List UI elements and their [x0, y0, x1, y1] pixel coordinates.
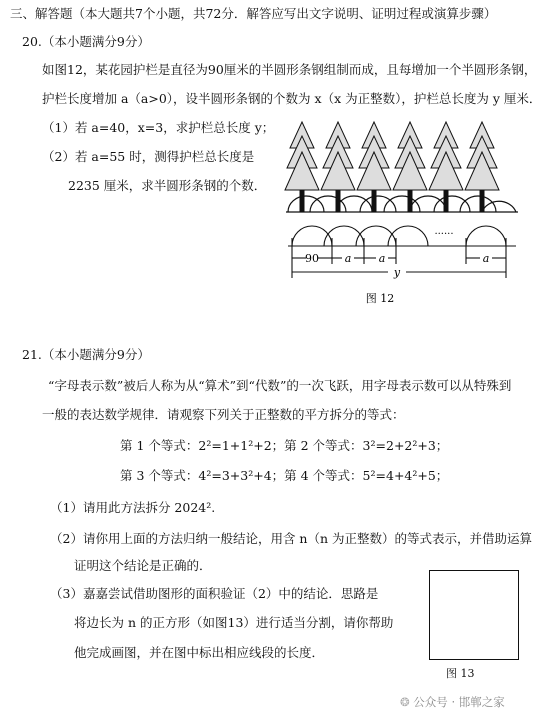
label-y: y	[393, 266, 401, 279]
figure-12	[284, 118, 520, 305]
q21-sub-3a: （3）嘉嘉尝试借助图形的面积验证（2）中的结论．思路是	[50, 586, 379, 601]
continuation-dots: ......	[434, 226, 454, 237]
figure-13-square	[429, 570, 519, 660]
figure-13-caption: 图 13	[446, 667, 475, 680]
wechat-icon: ❂	[400, 695, 414, 709]
q20-heading: 20.（本小题满分9分）	[22, 34, 150, 49]
q21-sub-2b: 证明这个结论是正确的．	[74, 558, 212, 573]
section-heading: 三、解答题（本大题共7个小题，共72分．解答应写出文字说明、证明过程或演算步骤）	[10, 6, 497, 21]
label-90: 90	[305, 252, 319, 265]
q20-para-1: 如图12，某花园护栏是直径为90厘米的半圆形条钢组制而成，且每增加一个半圆形条钢，	[42, 62, 537, 77]
q21-sub-3c: 他完成画图，并在图中标出相应线段的长度．	[74, 645, 325, 660]
label-a-3: a	[482, 252, 490, 265]
q21-equations-1: 第 1 个等式：2²=1+1²+2；第 2 个等式：3²=2+2²+3；	[120, 438, 449, 453]
q21-sub-1: （1）请用此方法拆分 2024².	[50, 500, 216, 515]
q21-para-2: 一般的表达数学规律．请观察下列关于正整数的平方拆分的等式：	[42, 407, 405, 422]
label-a-2: a	[378, 252, 386, 265]
figure-12-caption: 图 12	[365, 292, 395, 305]
q21-heading: 21.（本小题满分9分）	[22, 347, 150, 362]
q20-sub-2a: （2）若 a=55 时，测得护栏总长度是	[42, 149, 255, 164]
q20-sub-1: （1）若 a=40，x=3，求护栏总长度 y；	[42, 120, 275, 135]
q21-sub-3b: 将边长为 n 的正方形（如图13）进行适当分割，请你帮助	[74, 615, 394, 630]
label-a-1: a	[344, 252, 352, 265]
q21-para-1: “字母表示数”被后人称为从“算术”到“代数”的一次飞跃，用字母表示数可以从特殊到	[48, 378, 512, 393]
q20-sub-2b: 2235 厘米，求半圆形条钢的个数．	[68, 178, 267, 193]
q21-sub-2a: （2）请你用上面的方法归纳一般结论，用含 n（n 为正整数）的等式表示，并借助运算	[50, 531, 533, 546]
watermark: ❂ 公众号 · 邯郸之家	[400, 695, 505, 709]
q21-equations-2: 第 3 个等式：4²=3+3²+4；第 4 个等式：5²=4+4²+5；	[120, 468, 449, 483]
q20-para-2: 护栏长度增加 a（a>0），设半圆形条钢的个数为 x（x 为正整数），护栏总长度为 y 厘米．	[42, 91, 542, 106]
